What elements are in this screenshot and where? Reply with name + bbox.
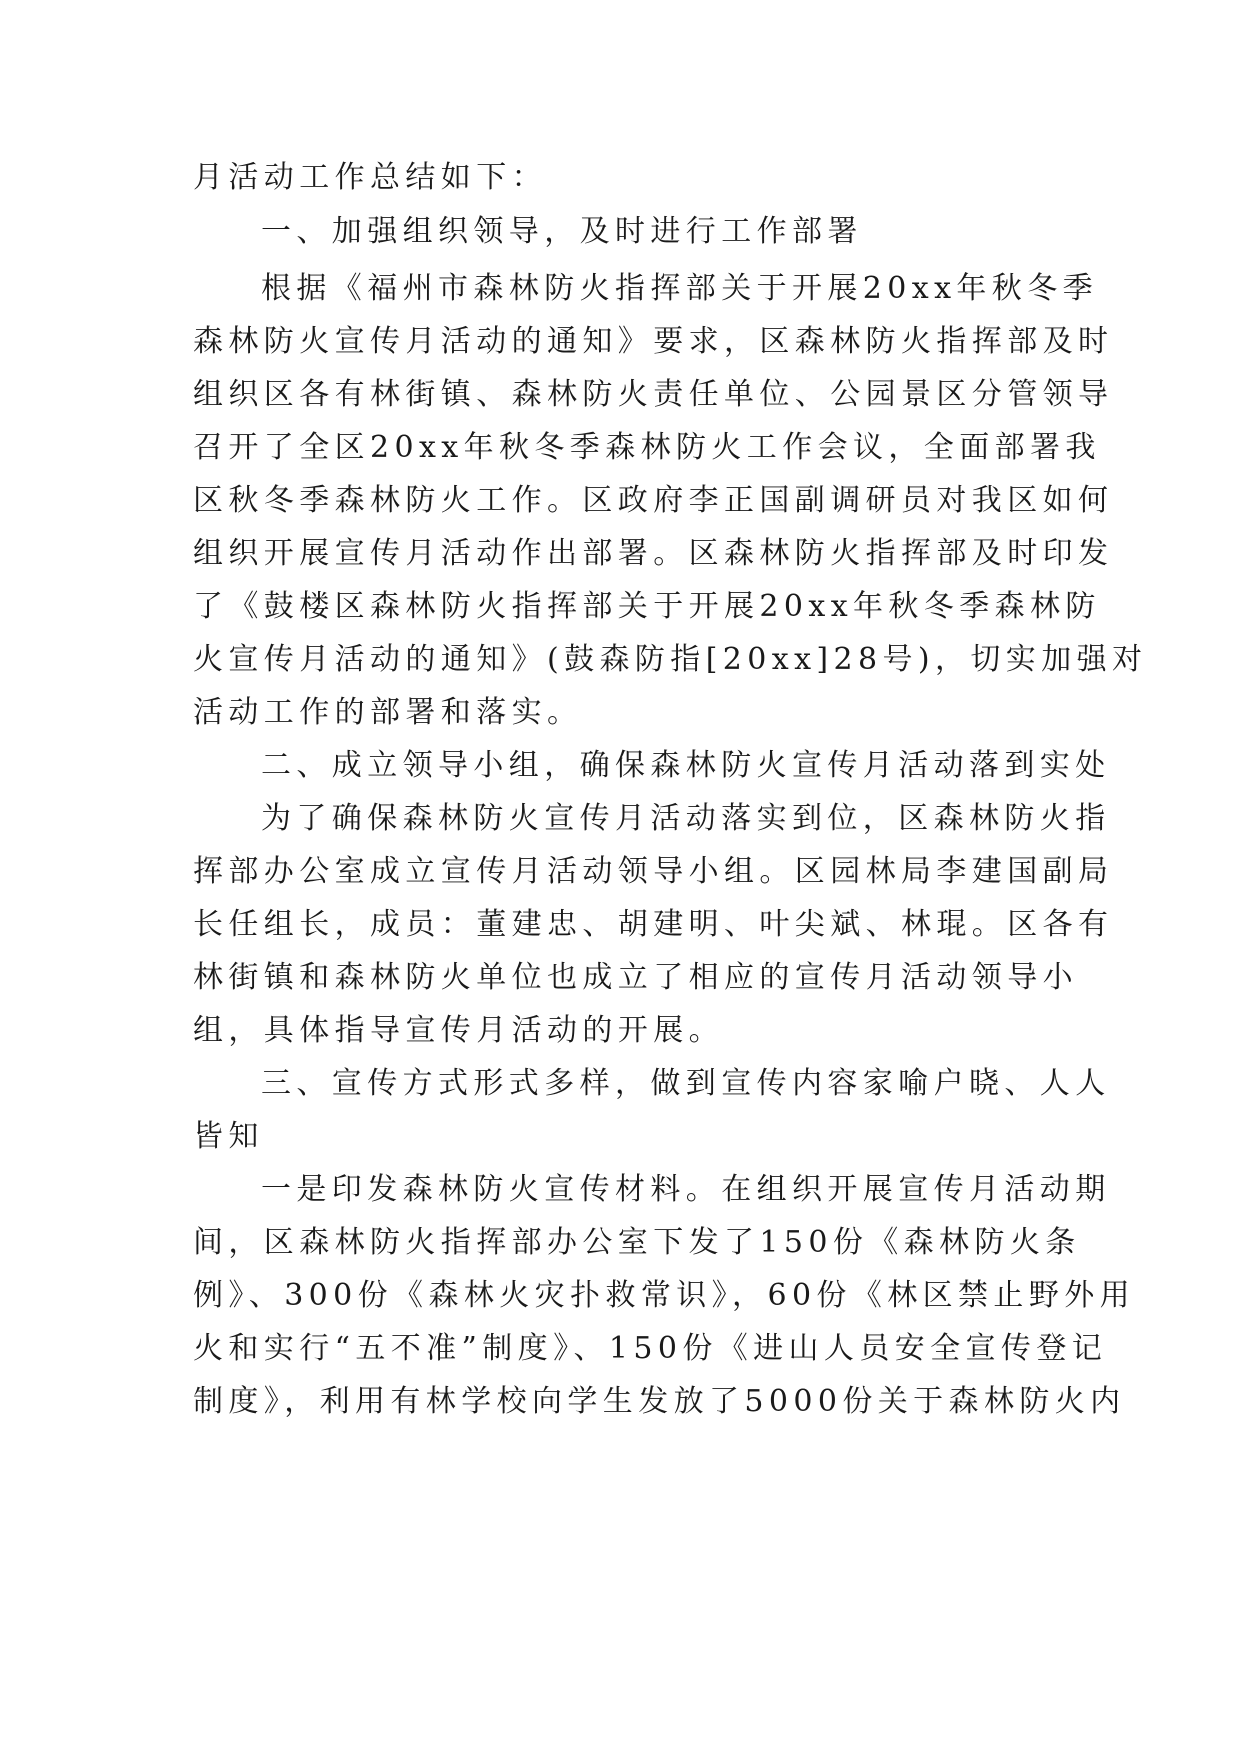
text-line: 间，区森林防火指挥部办公室下发了150份《森林防火条 (193, 1225, 1081, 1260)
document-page (193, 158, 1148, 1698)
section-heading-2: 二、成立领导小组，确保森林防火宣传月活动落到实处 (261, 748, 1111, 783)
text-line: 召开了全区20xx年秋冬季森林防火工作会议，全面部署我 (193, 430, 1101, 465)
text-line: 组织区各有林街镇、森林防火责任单位、公园景区分管领导 (193, 377, 1114, 412)
section-heading-3: 三、宣传方式形式多样，做到宣传内容家喻户晓、人人 (261, 1066, 1111, 1101)
text-line: 组织开展宣传月活动作出部署。区森林防火指挥部及时印发 (193, 536, 1114, 571)
section-heading-3-cont: 皆知 (193, 1119, 264, 1154)
text-line: 根据《福州市森林防火指挥部关于开展20xx年秋冬季 (261, 271, 1099, 306)
text-line: 一是印发森林防火宣传材料。在组织开展宣传月活动期 (261, 1172, 1111, 1207)
text-line: 制度》，利用有林学校向学生发放了5000份关于森林防火内 (193, 1384, 1126, 1419)
text-line: 了《鼓楼区森林防火指挥部关于开展20xx年秋冬季森林防 (193, 589, 1101, 624)
text-line: 火宣传月活动的通知》(鼓森防指[20xx]28号)，切实加强对 (193, 642, 1148, 677)
text-line: 长任组长，成员：董建忠、胡建明、叶尖斌、林琨。区各有 (193, 907, 1114, 942)
text-line: 区秋冬季森林防火工作。区政府李正国副调研员对我区如何 (193, 483, 1114, 518)
text-line: 活动工作的部署和落实。 (193, 695, 583, 730)
section-heading-1: 一、加强组织领导，及时进行工作部署 (261, 214, 863, 249)
text-line: 为了确保森林防火宣传月活动落实到位，区森林防火指 (261, 801, 1111, 836)
text-line: 组，具体指导宣传月活动的开展。 (193, 1013, 724, 1048)
text-line: 挥部办公室成立宣传月活动领导小组。区园林局李建国副局 (193, 854, 1114, 889)
text-line: 火和实行“五不准”制度》、150份《进山人员安全宣传登记 (193, 1331, 1108, 1366)
text-line: 森林防火宣传月活动的通知》要求，区森林防火指挥部及时 (193, 324, 1114, 359)
text-line: 林街镇和森林防火单位也成立了相应的宣传月活动领导小 (193, 960, 1078, 995)
text-line: 例》、300份《森林火灾扑救常识》，60份《林区禁止野外用 (193, 1278, 1136, 1313)
text-line: 月活动工作总结如下： (193, 160, 547, 195)
